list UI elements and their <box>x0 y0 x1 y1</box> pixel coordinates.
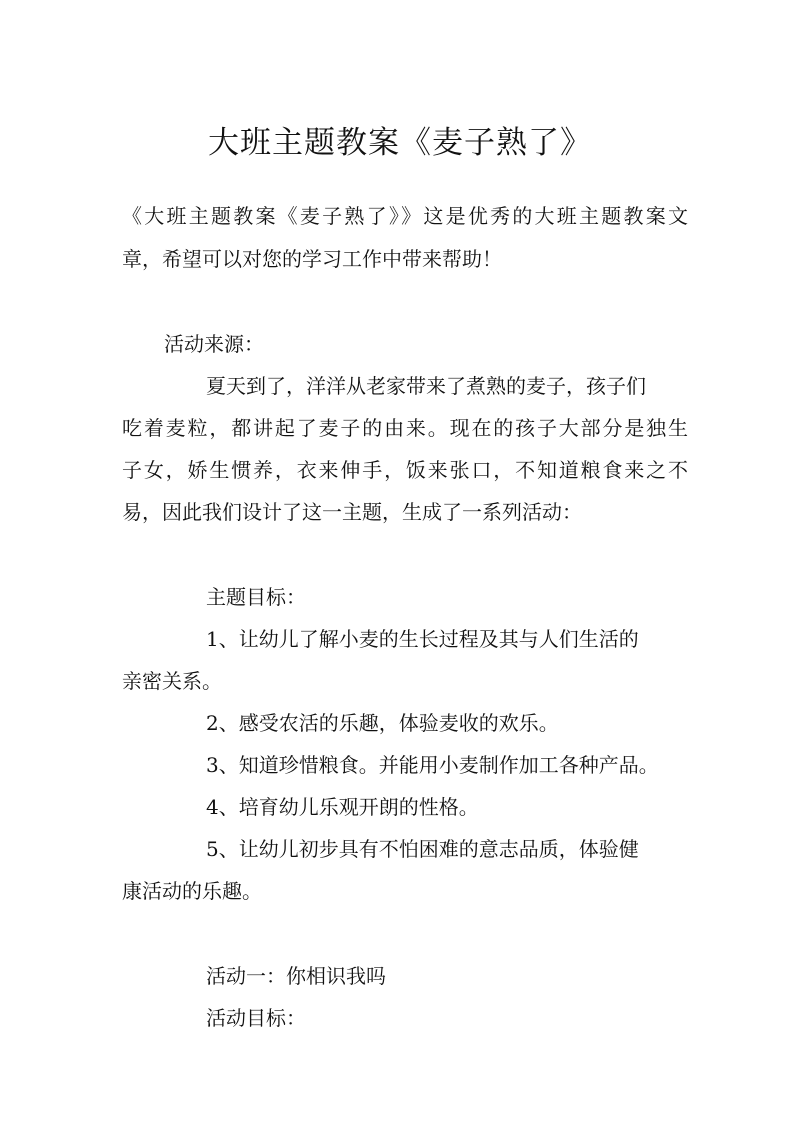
source-line-4: 易，因此我们设计了这一主题，生成了一系列活动： <box>122 500 582 524</box>
source-line-3: 子女，娇生惯养，衣来伸手，饭来张口，不知道粮食来之不 <box>122 458 688 482</box>
source-heading: 活动来源： <box>164 332 264 356</box>
intro-line-1: 《大班主题教案《麦子熟了》》这是优秀的大班主题教案文 <box>122 204 688 228</box>
source-line-2: 吃着麦粒，都讲起了麦子的由来。现在的孩子大部分是独生 <box>122 416 688 440</box>
goal-5-line-2: 康活动的乐趣。 <box>122 879 262 903</box>
goal-1-line-2: 亲密关系。 <box>122 669 222 693</box>
activity-1-heading: 活动一：你相识我吗 <box>206 964 386 988</box>
goals-heading: 主题目标： <box>206 585 306 609</box>
document-title: 大班主题教案《麦子熟了》 <box>208 125 592 161</box>
goal-3: 3、知道珍惜粮食。并能用小麦制作加工各种产品。 <box>206 753 659 777</box>
goal-2: 2、感受农活的乐趣，体验麦收的欢乐。 <box>206 711 559 735</box>
goal-5-line-1: 5、让幼儿初步具有不怕困难的意志品质，体验健 <box>206 837 639 861</box>
goal-1-line-1: 1、让幼儿了解小麦的生长过程及其与人们生活的 <box>206 627 639 651</box>
intro-line-2: 章，希望可以对您的学习工作中带来帮助！ <box>122 247 502 271</box>
goal-4: 4、培育幼儿乐观开朗的性格。 <box>206 795 479 819</box>
source-line-1: 夏天到了，洋洋从老家带来了煮熟的麦子，孩子们 <box>206 374 646 398</box>
activity-goal-heading: 活动目标： <box>206 1006 306 1030</box>
